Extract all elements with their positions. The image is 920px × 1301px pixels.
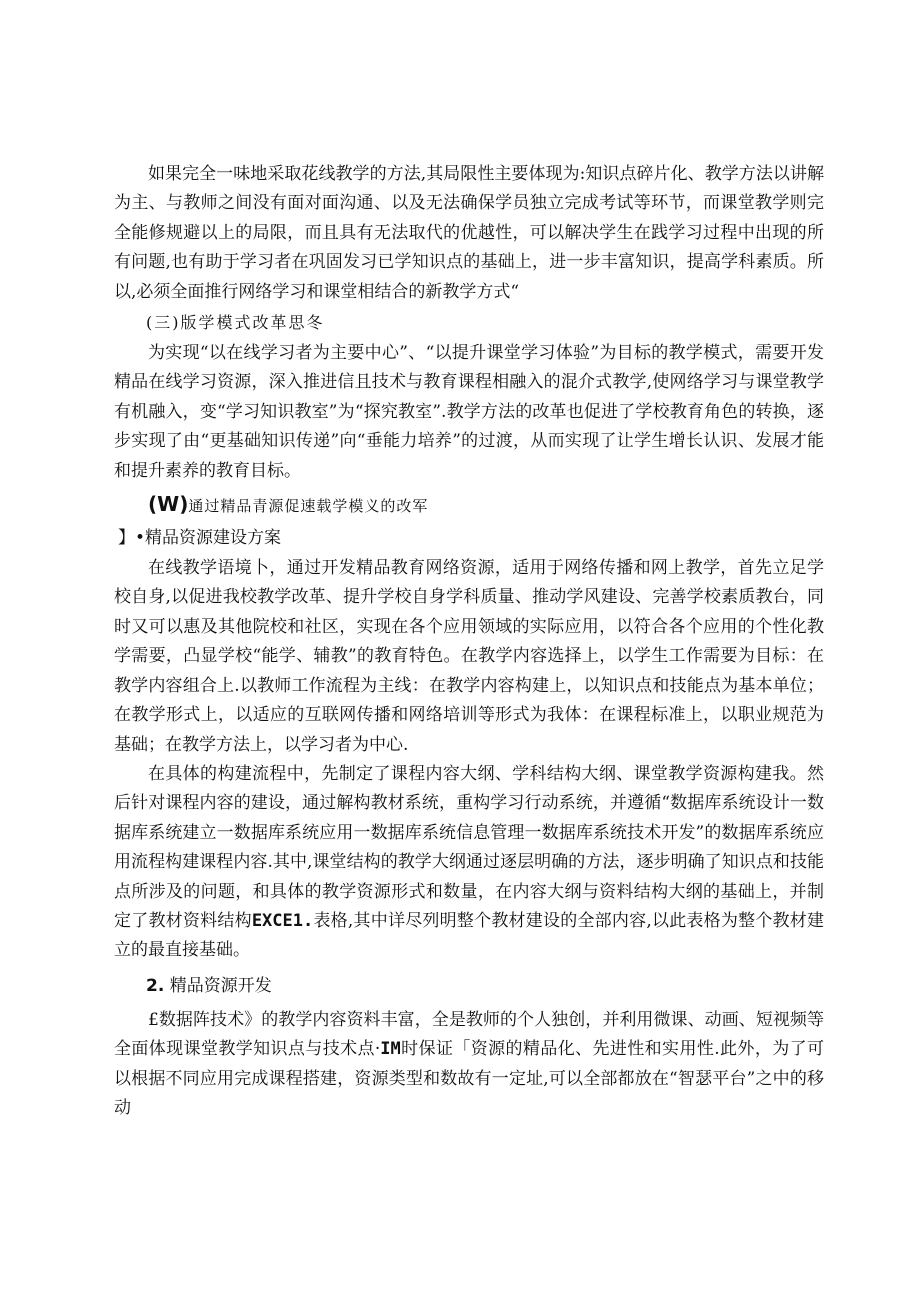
- heading-w-mark: (W): [148, 492, 189, 517]
- heading-number: 2.: [146, 975, 165, 996]
- paragraph-resource-development: [114, 1006, 824, 1124]
- paragraph-construction-process-text-a: 在具体的构建流程中，先制定了课程内容大纲、学科结构大纲、课堂教学资源构建我。然后针对课程内容的建设，通过解构教材系统，重构学习行动系统，并遵循“数据库系统设计一数据库系统建立一数据库系统应用一数据库系统信息管理一数据库系统技术开发”的数据库系统应用流程构建课程内容.其中,课堂结构的教学大纲通过逐层明确的方法，逐步明确了知识点和技能点所涉及的问题，和具体的教学资源形式和数量，在内容大纲与资料结构大纲的基础上，并制定了教材资料结构: [114, 763, 824, 931]
- im-term: IM: [380, 1039, 401, 1060]
- paragraph-online-teaching-limits: 如果完全一味地采取花线教学的方法,其局限性主要体现为:知识点碎片化、教学方法以讲解为主、与教师之间没有面对面沟通、以及无法确保学员独立完成考试等环节，而课堂教学则完全能修规避以上的局限，而且具有无法取代的优越性，可以解决学生在践学习过程中出现的所有问题,也有助于学习者在巩固发习已学知识点的基础上，进一步丰富知识，提高学科素质。所以,必须全面推行网络学习和课堂相结合的新教学方式“: [114, 164, 824, 302]
- document-body: [114, 160, 824, 1123]
- heading-w-text: 通过精品青源促速载学模义的改军: [188, 497, 429, 516]
- heading-quality-resources-reform: [114, 488, 824, 522]
- paragraph-teaching-mode-goal: 为实现“以在线学习者为主要中心”、“以提升课堂学习体验”为目标的教学模式，需要开发精品在线学习资源，深入推进信且技术与教育课程相融入的混介式教学,使网络学习与课堂教学有机融入，变“学习知识教室”为“探究教室”.教学方法的改革也促进了学校教育角色的转换，逐步实现了由“更基础知识传递”向“垂能力培养”的过渡，从而实现了让学生增长认识、发展才能和提升素养的教育目标。: [114, 343, 824, 481]
- excel-term: EXCE1.: [251, 910, 314, 931]
- paragraph-resource-development-text-b: 时保证「资源的精品化、先进性和实用性.此外，为了可以根据不同应用完成课程搭建，资源类型和数故有一定址,可以全部都放在“智瑟平台”之中的移动: [114, 1039, 824, 1118]
- paragraph-resource-construction: 在线教学语境卜，通过开发精品教育网络资源，适用于网络传播和网上教学，首先立足学校自身,以促进我校教学改革、提升学校自身学科质量、推动学风建设、完善学校素质教台，同时又可以惠及其他院校和社区，实现在各个应用领域的实际应用，以符合各个应用的个性化教学需要，凸显学校“能学、辅教”的教育特色。在教学内容选择上，以学生工作需要为目标：在教学内容组合上.以教师工作流程为主线：在教学内容构建上，以知识点和技能点为基本单位；在教学形式上，以适应的互联网传播和网络培训等形式为我体：在课程标准上，以职业规范为基础；在教学方法上，以学习者为中心.: [114, 558, 824, 755]
- paragraph-resource-development-text-a: £数据阵技术》的教学内容资料丰富，全是教师的个人独创，并利用微课、动画、短视频等全面体现课堂教学知识点与技术点·: [114, 1009, 824, 1060]
- heading-resource-development-text: 精品资源开发: [169, 975, 272, 996]
- heading-teaching-mode-reform: (三)版学模式改革思冬: [146, 313, 325, 333]
- heading-resource-development: [114, 970, 824, 1002]
- paragraph-construction-process: [114, 760, 824, 966]
- heading-resource-construction-plan: 】•精品资源建设方案: [118, 528, 282, 549]
- paragraph-construction-process-text-b: 表格,其中详尽列明整个教材建设的全部内容,以此表格为整个教材建立的最直接基础。: [114, 910, 825, 961]
